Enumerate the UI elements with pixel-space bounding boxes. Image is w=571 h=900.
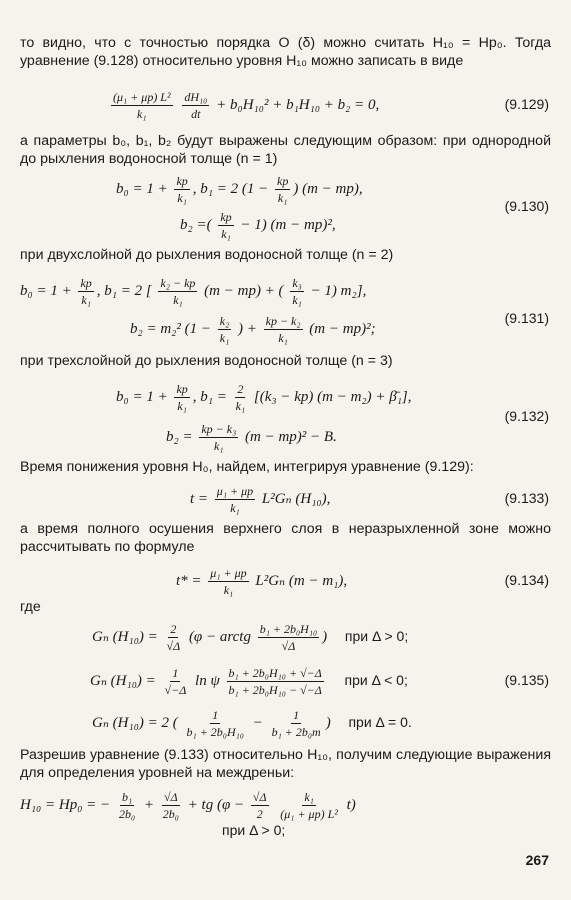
equation-9-130-line1: b₀ = 1 + $\frac{kр}{\text{k₁}}$ , b₁ = 2 (1 − $\frac{kр}{\text{k₁}}$ ) (m − mр),: [116, 174, 363, 205]
paragraph-solving: Разрешив уравнение (9.133) относительно H₁₀, получим следующие выражения для определения уровней на междреньи:: [20, 747, 551, 781]
equation-number: (9.129): [504, 96, 549, 112]
equation-number: (9.130): [504, 198, 549, 214]
equation-9-129: $\frac{\text{(μ₁ + μр) L²}}{\text{k₁}}$ $\frac{\text{dH₁₀}}{dt}$ + b₀H₁₀² + b₁H₁₀ + b₂ = 0, (9.129): [113, 90, 549, 121]
equation-9-132-line2: b₂ = $\frac{\text{kр − k₃}}{\text{k₁}}$ (m − mр)² − B. (9.132): [166, 422, 571, 450]
equation-9-135-line2: Gₙ (H₁₀) = $\frac{1}{√-\Delta}$ ln ψ $\frac{\text{b₁ + 2b₀H₁₀ + √−Δ}}{\text{b₁ + 2b₀H₁₀ − √−Δ}}$ при Δ < 0; (9.135): [90, 666, 549, 698]
equation-levels-condition: при Δ > 0;: [222, 822, 286, 838]
equation-9-135-line1: Gₙ (H₁₀) = $\frac{2}{√\Delta}$ (φ − arctg $\frac{\text{b₁ + 2b₀H₁₀}}{√\Delta}$ ) при Δ > 0;: [92, 622, 409, 654]
equation-9-130-line2: b₂ =( $\frac{kр}{\text{k₁}}$ − 1) (m − mр)², (9.130): [180, 210, 571, 238]
equation-9-132-line1: b₀ = 1 + $\frac{kр}{\text{k₁}}$ , b₁ = $\frac{2}{\text{k₁}}$ [(k₃ − kр) (m − m₂) + β̄₁],: [116, 382, 412, 413]
paragraph-time: Время понижения уровня H₀, найдем, интегрируя уравнение (9.129):: [20, 459, 474, 475]
equation-number: (9.132): [504, 408, 549, 424]
paragraph-three-layer: при трехслойной до рыхления водоносной толще (n = 3): [20, 353, 393, 369]
paragraph-drainage: а время полного осушения верхнего слоя в неразрыхленной зоне можно рассчитывать по формуле: [20, 521, 551, 555]
paragraph-where: где: [20, 599, 41, 615]
equation-levels: H₁₀ = Hр₀ = − $\frac{\text{b₁}}{\text{2b₀}}$ + $\frac{√\Delta}{\text{2b₀}}$ + tg (φ − $\frac{√\Delta}{2}$ $\frac{\text{k₁}}{\text{(μ₁ + μр) L²}}$ t): [20, 790, 356, 821]
equation-number: (9.133): [504, 490, 549, 506]
paragraph-intro: то видно, что с точностью порядка O (δ) можно считать H₁₀ = Hр₀. Тогда уравнение (9.128) относительно уровня H₁₀ можно записать в виде: [20, 35, 551, 69]
paragraph-two-layer: при двухслойной до рыхления водоносной толще (n = 2): [20, 247, 394, 263]
equation-9-135-line3: Gₙ (H₁₀) = 2 ( $\frac{1}{\text{b₁ + 2b₀H₁₀}}$ − $\frac{1}{\text{b₁ + 2b₀m}}$ ) при Δ = 0.: [92, 708, 412, 740]
equation-number: (9.135): [504, 672, 549, 688]
paragraph-params: а параметры b₀, b₁, b₂ будут выражены следующим образом: при однородной до рыхления водоносной толще (n = 1): [20, 133, 551, 167]
equation-9-131-line2: b₂ = m₂² (1 − $\frac{\text{k₂}}{\text{k₁}}$ ) + $\frac{\text{kр − k₂}}{\text{k₁}}$ (m − mр)²; (9.131): [130, 314, 571, 342]
equation-9-134: t* = $\frac{\text{μ₁ + μр}}{\text{k₁}}$ L²Gₙ (m − m₁), (9.134): [176, 566, 549, 597]
equation-number: (9.131): [504, 310, 549, 326]
page-number: 267: [525, 852, 549, 868]
equation-9-133: t = $\frac{\text{μ₁ + μр}}{\text{k₁}}$ L²Gₙ (H₁₀), (9.133): [190, 484, 549, 515]
equation-number: (9.134): [504, 572, 549, 588]
equation-9-131-line1: b₀ = 1 + $\frac{kр}{\text{k₁}}$ , b₁ = 2 [ $\frac{\text{k₂ − kр}}{\text{k₁}}$ (m − mр) + ( $\frac{\text{k₃}}{\text{k₁}}$ − 1) m₂],: [20, 276, 367, 307]
